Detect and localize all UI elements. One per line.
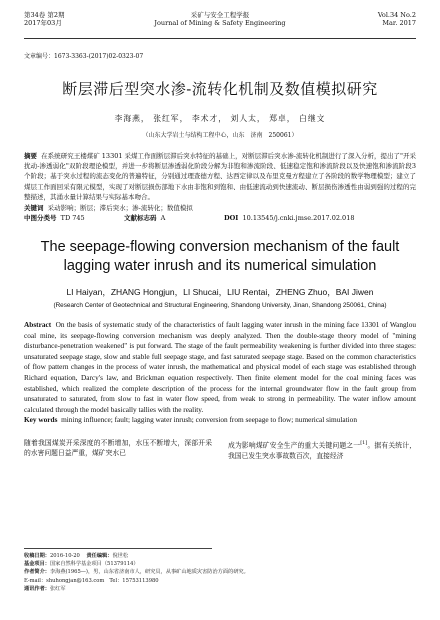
tel-label: Tel： [109,577,123,584]
corresponding-label: 通讯作者： [24,585,50,592]
title-cn: 断层滞后型突水渗-流转化机制及数值模拟研究 [62,80,378,98]
journal-name-cn: 采矿与安全工程学报 [190,11,250,19]
abstract-en-label: Abstract [24,320,52,330]
footnote-received [24,552,212,560]
header-center [24,11,416,27]
received-label: 收稿日期： [24,553,50,559]
keywords-cn [24,203,416,213]
affiliation-en: (Research Center of Geotechnical and Structural Engineering, Shandong University, Jinan, Shandong 250061, China) [53,302,387,310]
running-header [24,0,416,39]
email-value[interactable]: shuhongjan@163.com [46,577,105,584]
clc-value: TD 745 [60,214,85,223]
author-bio: 李海燕(1965—)，男，山东省济南市人，研究员，从事矿山地质灾害防治方面的研究。 [49,569,249,576]
abstract-cn-label: 摘要 [24,152,38,160]
doc-code-value: A [160,214,166,223]
abstract-cn [24,151,416,202]
email-label: E-mail： [24,577,47,584]
citation-ref: [1] [360,439,368,446]
received-date: 2016-10-20 [49,553,80,559]
doi-value: 10.13545/j.cnki.jmse.2017.02.018 [242,214,355,223]
header-right [378,11,416,27]
body-right-text: 成为影响煤矿安全生产的重大关键问题之一 [228,441,361,450]
fund-label: 基金项目： [24,561,50,568]
authors-cn: 李海燕， 张红军， 李术才， 刘人太， 郑卓， 白继文 [114,114,326,123]
fund-text: 国家自然科学基金项目（51379114） [49,561,139,568]
footnote-author [24,568,249,576]
keywords-en-text: mining influence; fault; lagging water inrush; conversion from seepage to flow; numerical simulation [61,415,357,425]
abstract-en [24,320,416,415]
abstract-cn-text: 在系统研究王楼煤矿 13301 采煤工作面断层滞后突水特征的基础上，对断层滞后突水渗-流转化机制进行了深入分析，提出了"开采扰动-渗透弱化"双阶段理论模型，并进一步将断层渗透弱化阶段分解为非饱和渗流阶段、低速稳定饱和渗流阶段以及快速饱和渗流阶段3个阶段；基于突水过程的流态变化的普遍特征，分别通过理查德方程、达西定律以及布里克曼方程建立了各阶段的数学物理模型；建立了煤层工作面回采有限元模型，实现了对断层损伤部地下水由非饱和到饱和、由低速流动到快速流动、断层损伤渗透性由弱到强的过程的完整描述，其涌水量计算结果与实际基本吻合。 [24,152,417,201]
classification-line [24,213,416,223]
authors-en: LI Haiyan，ZHANG Hongjun，LI Shucai，LIU Rentai，ZHENG Zhuo，BAI Jiwen [66,287,374,298]
doc-code-label: 文献标志码 [124,214,157,223]
abstract-en-text: On the basis of systematic study of the characteristics of fault lagging water inrush in the mining face 13301 of Wanglou coal mine, its seepage-flowing conversion mechanism was deeply analyzed. Then the double-stage theory model of "mining disturbance-penetration weakened" is put forward. The stage of the fault permeability weakening is further divided into three stages: unsaturated seepage stage, slow and stable full seepage stage, and fast saturated seepage stage. Based on the common characteristics of flow pattern changes in the process of water inrush, the mathematical and physical model of each stage was established through Richard equation, Darcy's law, and Brickman equation respectively. Then finite element model for the coal mining faces was established, which realized the complete description of the process for the internal groundwater flow in the fault group from unsaturated to saturated, from slow to fast in water flow speed, from weak to strong in permeability. The water inflow amount calculated through the model basically tallies with the reality. [24,320,416,414]
date-en: Mar. 2017 [382,19,416,27]
article-number: 文章编号：1673-3363-(2017)02-0323-07 [24,53,144,60]
keywords-en-label: Key words [24,415,58,425]
body-right-column [228,438,416,461]
body-left-column: 随着我国煤炭开采深度的不断增加，水压不断增大，深部开采的水害问题日益严重，煤矿突水已 [24,438,212,458]
doi-label: DOI [224,214,239,223]
keywords-cn-label: 关键词 [24,204,44,213]
footnote-block [24,548,249,593]
affiliation-cn: （山东大学岩土与结构工程中心，山东 济南 250061） [142,132,298,139]
body-columns [24,438,416,461]
responsible-label: 责任编辑： [86,553,113,559]
tel-value: 15753113980 [122,577,159,584]
responsible-editor: 倪世松 [112,553,129,559]
author-bio-label: 作者简介： [24,569,50,576]
footnote-contact [24,577,212,585]
keywords-cn-text: 采动影响；断层；滞后突水；渗-流转化；数值模拟 [47,204,193,213]
journal-name-en: Journal of Mining & Safety Engineering [154,19,286,27]
keywords-en [24,415,416,426]
footnote-corresponding [24,585,212,593]
title-en: The seepage-flowing conversion mechanism of the fault lagging water inrush and its numerical simulation [40,239,400,275]
clc-label: 中图分类号 [24,214,57,223]
footnote-fund [24,560,212,568]
date-cn: 2017年03月 [24,19,62,27]
corresponding-author: 张红军 [49,585,66,592]
volume-en: Vol.34 No.2 [377,11,416,19]
body-right-tail: 。据有关统计，我国已发生突水事故数百次，直接经济 [228,441,417,460]
volume-cn: 第34卷 第2期 [24,11,65,19]
